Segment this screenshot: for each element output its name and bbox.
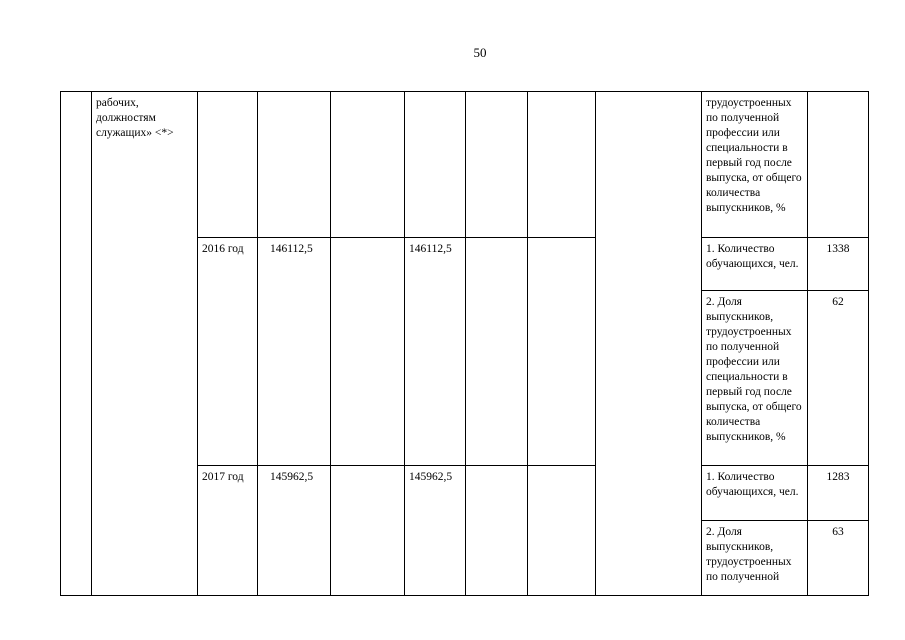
federal-cell (331, 92, 405, 238)
federal-cell (331, 238, 405, 466)
number-cell (61, 92, 92, 596)
indicator-value-cell: 63 (808, 521, 869, 596)
year-cell: 2017 год (198, 466, 258, 596)
page-number: 50 (473, 45, 487, 60)
total-cell: 146112,5 (258, 238, 331, 466)
regional-cell: 145962,5 (405, 466, 466, 596)
indicator-value-cell: 62 (808, 291, 869, 466)
other-cell (528, 466, 596, 596)
indicator-value-cell: 1338 (808, 238, 869, 291)
indicator-cell: 1. Количество обучающихся, чел. (702, 238, 808, 291)
year-cell (198, 92, 258, 238)
local-cell (466, 466, 528, 596)
indicator-cell: 1. Количество обучающихся, чел. (702, 466, 808, 521)
other-cell (528, 238, 596, 466)
program-name-cell: рабочих, должностям служащих» <*> (92, 92, 198, 596)
program-indicators-table (60, 91, 869, 596)
regional-cell: 146112,5 (405, 238, 466, 466)
indicator-cell: трудоустроенных по полученной профессии или специальности в первый год после выпуска, от общего количества выпускников, % (702, 92, 808, 238)
federal-cell (331, 466, 405, 596)
other-cell (528, 92, 596, 238)
local-cell (466, 92, 528, 238)
indicator-value-cell (808, 92, 869, 238)
indicator-cell: 2. Доля выпускников, трудоустроенных по полученной профессии или специальности в первый год после выпуска, от общего количества выпускников, % (702, 291, 808, 466)
table-row (61, 92, 869, 238)
indicator-value-cell: 1283 (808, 466, 869, 521)
year-cell: 2016 год (198, 238, 258, 466)
executor-cell (596, 92, 702, 596)
regional-cell (405, 92, 466, 238)
total-cell (258, 92, 331, 238)
local-cell (466, 238, 528, 466)
indicator-cell: 2. Доля выпускников, трудоустроенных по полученной (702, 521, 808, 596)
total-cell: 145962,5 (258, 466, 331, 596)
